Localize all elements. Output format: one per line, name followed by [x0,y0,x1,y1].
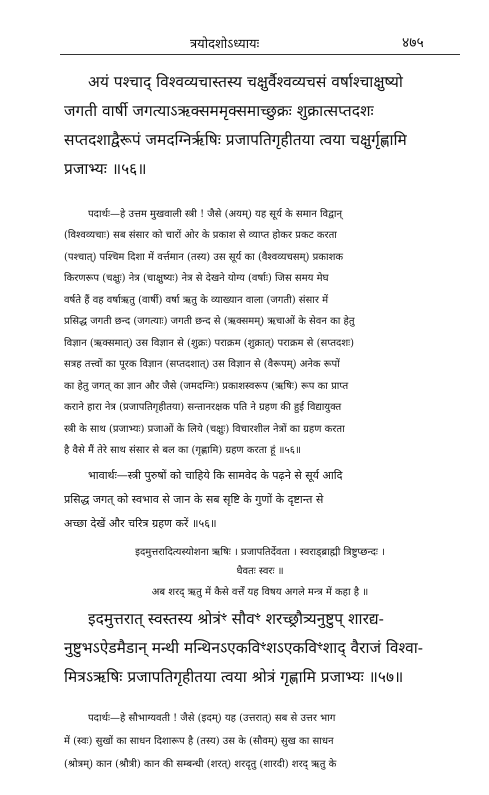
padartha-56-line-3: (पश्चात्) पश्चिम दिशा में वर्त्तमान (तस्य) उस सूर्य का (वैश्वव्यचसम्) प्रकाशक [64,252,344,263]
verse-56-line-3: सप्तदशाद्वैरूपं जमदग्निर्ऋषिः प्रजापतिगृहीतया त्वया चक्षुर्गृह्णामि [64,131,407,149]
padartha-56-line-8: सत्रह तत्त्वों का पूरक विज्ञान (सप्तदशात्) उस विज्ञान से (वैरूपम्) अनेक रूपों [64,359,340,370]
padartha-56-line-4: किरणरूप (चक्षुः) नेत्र (चाक्षुष्यः) नेत्र से देखने योग्य (वर्षाः) जिस समय मेघ [64,273,329,284]
verse-57-line-2: नुष्टुभऽऐडमैडान् मन्थी मन्थिनऽएकविꣳशऽएकविꣳशाद् वैराजं विश्वा- [64,639,423,657]
padartha-56-line-1: पदार्थः—हे उत्तम मुखवाली स्त्री ! जैसे (अयम्) यह सूर्य के समान विद्वान् [88,209,343,220]
padartha-57-line-2: में (स्वः) सुखों का साधन दिशारूप है (तस्य) उस के (सौवम्) सुख का साधन [64,736,334,747]
padartha-56-line-12: है वैसे मैं तेरे साथ संसार से बल का (गृह्णामि) ग्रहण करता हूं ॥५६॥ [64,445,301,456]
header-divider [60,54,460,55]
verse-56-line-1: अयं पश्चाद् विश्वव्यचास्तस्य चक्षुर्वैश्वव्यचसं वर्षाश्चाक्षुष्यो [88,73,403,91]
chapter-title: त्रयोदशोऽध्यायः [190,37,260,52]
padartha-57-line-1: पदार्थः—हे सौभाग्यवती ! जैसे (इदम्) यह (उत्तरात्) सब से उत्तर भाग [88,713,336,724]
padartha-56-line-6: प्रसिद्ध जगती छन्द (जगत्याः) जगती छन्द से (ऋक्समम्) ऋचाओं के सेवन का हेतु [64,316,355,327]
verse-56-line-2: जगती वार्षी जगत्याऽऋक्सममृक्समाच्छुक्रः शुक्रात्सप्तदशः [64,102,374,120]
bhavartha-56-line-2: प्रसिद्ध जगत् को स्वभाव से जान के सब सृष्टि के गुणों के दृष्टान्त से [64,493,324,506]
page-number: ४७५ [402,35,424,51]
padartha-56-line-11: स्त्री के साथ (प्रजाभ्यः) प्रजाओं के लिये (चक्षुः) विचारशील नेत्रों का ग्रहण करता [64,424,345,435]
bhavartha-56-line-3: अच्छा देखें और चरित्र ग्रहण करें ॥५६॥ [64,517,217,530]
padartha-57-line-3: (श्रोत्रम्) कान (श्रौत्री) कान की सम्बन्धी (शरत्) शरदृतु (शारदी) शरद् ऋतु के [64,759,337,770]
padartha-56-line-5: वर्षते हैं वह वर्षाऋतु (वार्षी) वर्षा ऋतु के व्याख्यान वाला (जगती) संसार में [64,295,329,306]
verse-57-line-3: मित्रऽऋषिः प्रजापतिगृहीतया त्वया श्रोत्रं गृह्णामि प्रजाभ्यः ॥५७॥ [64,668,404,686]
verse-57-line-1: इदमुत्तरात् स्वस्तस्य श्रोत्रंꣳ सौवꣳ शरच्छ्रौत्र्यनुष्टुप् शारद्य- [88,610,384,628]
padartha-56-line-10: कराने हारा नेत्र (प्रजापतिगृहीतया) सन्तानरक्षक पति ने ग्रहण की हुई विद्यायुक्त [64,402,342,413]
padartha-56-line-2: (विश्वव्यचाः) सब संसार को चारों ओर के प्रकाश से व्याप्त होकर प्रकट करता [64,230,337,241]
meta-57-line-1: इदमुत्तरादित्यस्योशना ऋषिः । प्रजापतिर्देवता । स्वराड्ब्राह्मी त्रिष्टुप्छन्दः । [135,547,385,558]
padartha-56-line-7: विज्ञान (ऋक्समात्) उस विज्ञान से (शुक्रः) पराक्रम (शुक्रात्) पराक्रम से (सप्तदशः) [64,338,355,349]
bhavartha-56-line-1: भावार्थः—स्त्री पुरुषों को चाहिये कि सामवेद के पढ़ने से सूर्य आदि [88,469,343,482]
padartha-56-line-9: का हेतु जगत् का ज्ञान और जैसे (जमदग्निः) प्रकाशस्वरूप (ऋषिः) रूप का प्राप्त [64,381,349,392]
verse-56-line-4: प्रजाभ्यः ॥५६॥ [64,160,147,178]
meta-57-line-2: धैवतः स्वरः ॥ [236,566,284,577]
intro-57: अब शरद् ऋतु में कैसे वर्त्तें यह विषय अगले मन्त्र में कहा है ॥ [151,587,369,598]
